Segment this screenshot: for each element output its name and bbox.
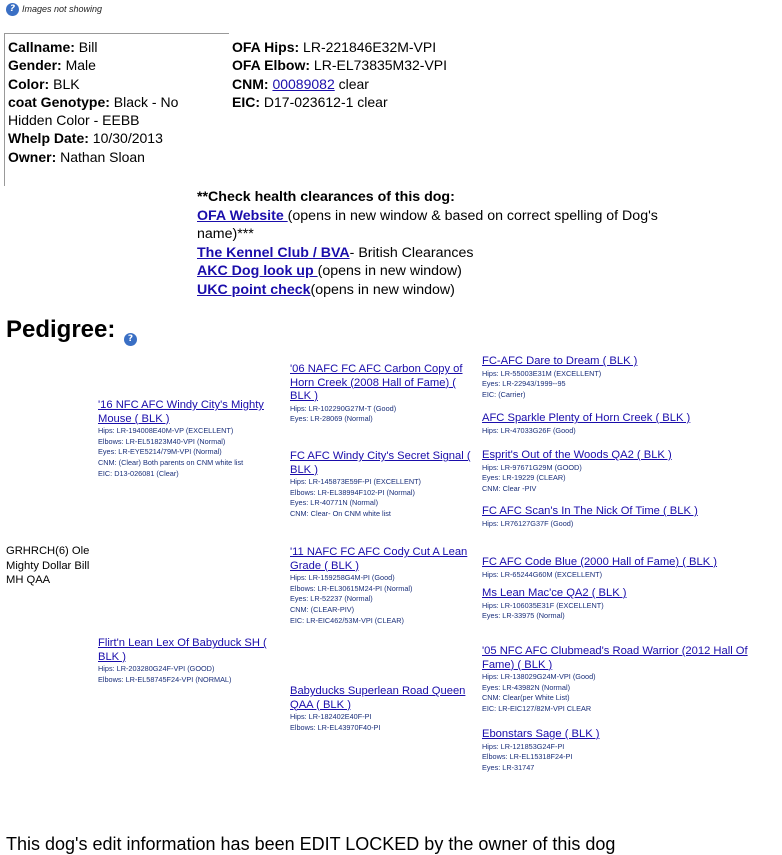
cnm-row: CNM: 00089082 clear <box>232 75 369 92</box>
color-row: Color: BLK <box>8 75 80 92</box>
dsd-link[interactable]: Ms Lean Mac'ce QA2 ( BLK ) <box>482 587 627 599</box>
dam <box>98 637 288 685</box>
dog-info-right <box>232 38 532 111</box>
sire-dam-link[interactable]: FC AFC Windy City's Secret Signal ( BLK ) <box>290 450 471 476</box>
whelp-date-row: Whelp Date: 10/30/2013 <box>8 130 163 147</box>
dss-link[interactable]: FC AFC Code Blue (2000 Hall of Fame) ( BLK ) <box>482 556 718 568</box>
pedigree-title: Pedigree: ? <box>6 316 137 346</box>
ssd-link[interactable]: AFC Sparkle Plenty of Horn Creek ( BLK ) <box>482 412 691 424</box>
sdd-link[interactable]: FC AFC Scan's In The Nick Of Time ( BLK ) <box>482 505 698 517</box>
sss-link[interactable]: FC-AFC Dare to Dream ( BLK ) <box>482 355 638 367</box>
edit-locked-message: This dog's edit information has been EDIT LOCKED by the owner of this dog <box>6 834 616 854</box>
sire-sire: '06 NAFC FC AFC Carbon Copy of Horn Creek (2008 Hall of Fame) ( BLK ) Hips: LR-102290G27M-T (Good) Eyes: LR-28069 (Normal) <box>290 363 463 424</box>
sire-sire-dam: AFC Sparkle Plenty of Horn Creek ( BLK ) Hips: LR-47033G26F (Good) <box>482 412 691 435</box>
sire-dam: FC AFC Windy City's Secret Signal ( BLK ) Hips: LR-145873E59F-PI (EXCELLENT) Elbows: LR-EL38994F102-PI (Normal) Eyes: LR-40771N (Normal) CNM: Clear- On CNM white list <box>290 450 471 519</box>
sds-link[interactable]: Esprit's Out of the Woods QA2 ( BLK ) <box>482 449 672 461</box>
ofa-elbow-row: OFA Elbow: LR-EL73835M32-VPI <box>232 57 448 74</box>
dam-dam-dam: Ebonstars Sage ( BLK ) Hips: LR-121853G24F-PI Elbows: LR-EL15318F24-PI Eyes: LR-31747 <box>482 728 600 772</box>
dam-sire-dam: Ms Lean Mac'ce QA2 ( BLK ) Hips: LR-106035E31F (EXCELLENT) Eyes: LR-33975 (Normal) <box>482 587 627 621</box>
coat-genotype-row: coat Genotype: Black - No Hidden Color - EEBB <box>8 93 179 129</box>
sire-sire-link[interactable]: '06 NAFC FC AFC Carbon Copy of Horn Creek (2008 Hall of Fame) ( BLK ) <box>290 363 463 402</box>
health-clearances: **Check health clearances of this dog: OFA Website (opens in new window & based on correct spelling of Dog's name)*** The Kennel Club / BVA- British Clearances AKC Dog look up (opens in new window) UKC point check(opens in new window) <box>197 189 658 298</box>
dam-link[interactable]: Flirt'n Lean Lex Of Babyduck SH ( BLK ) <box>98 637 267 663</box>
dam-dam-link[interactable]: Babyducks Superlean Road Queen QAA ( BLK ) <box>290 685 466 711</box>
sire-link[interactable]: '16 NFC AFC Windy City's Mighty Mouse ( BLK ) <box>98 399 264 425</box>
ddd-link[interactable]: Ebonstars Sage ( BLK ) <box>482 728 600 740</box>
subject-dog-name: GRHRCH(6) Ole Mighty Dollar Bill MH QAA <box>6 545 90 586</box>
dam-dam-sire: '05 NFC AFC Clubmead's Road Warrior (2012 Hall Of Fame) ( BLK ) Hips: LR-138029G24M-VPI (Good) Eyes: LR-43982N (Normal) CNM: Clear(per White List) EIC: LR-EIC127/82M-VPI CLEAR <box>482 645 748 714</box>
kennel-club-link[interactable]: The Kennel Club / BVA <box>197 244 350 261</box>
sire-dam-sire: Esprit's Out of the Woods QA2 ( BLK ) Hips: LR-97671G29M (GOOD) Eyes: LR-19229 (CLEAR) CNM: Clear -PIV <box>482 449 672 493</box>
sire-details: Hips: LR-194008E40M-VP (EXCELLENT) Elbows: LR-EL51823M40-VPI (Normal) Eyes: LR-EYE5214/79M-VPI (Normal) CNM: (Clear) Both parents on CNM white list EIC: D13-026081 (Clear) <box>98 426 244 478</box>
callname-row: Callname: Bill <box>8 39 98 55</box>
ofa-website-link[interactable]: OFA Website <box>197 207 288 224</box>
images-notice-text: Images not showing <box>22 3 103 14</box>
dds-link[interactable]: '05 NFC AFC Clubmead's Road Warrior (2012 Hall Of Fame) ( BLK ) <box>482 645 748 671</box>
dam-sire-link[interactable]: '11 NAFC FC AFC Cody Cut A Lean Grade ( BLK ) <box>290 546 468 572</box>
dam-sire: '11 NAFC FC AFC Cody Cut A Lean Grade ( BLK ) Hips: LR-159258G4M-PI (Good) Elbows: LR-EL30615M24-PI (Normal) Eyes: LR-52237 (Normal) CNM: (CLEAR-PIV) EIC: LR-EIC462/53M-VPI (CLEAR) <box>290 546 468 625</box>
health-heading: **Check health clearances of this dog: <box>197 189 455 205</box>
akc-lookup-link[interactable]: AKC Dog look up <box>197 263 318 279</box>
owner-row: Owner: Nathan Sloan <box>8 148 145 165</box>
dam-dam: Babyducks Superlean Road Queen QAA ( BLK ) Hips: LR-182402E40F-PI Elbows: LR-EL43970F40-PI <box>290 685 466 732</box>
sire <box>98 399 288 480</box>
dog-info-left <box>8 38 222 166</box>
question-icon: ? <box>6 3 19 16</box>
images-notice[interactable] <box>6 3 102 16</box>
eic-row: EIC: D17-023612-1 clear <box>232 93 388 110</box>
ofa-hips-row: OFA Hips: LR-221846E32M-VPI <box>232 39 437 55</box>
cnm-link[interactable]: 00089082 <box>272 75 335 92</box>
sire-sire-sire: FC-AFC Dare to Dream ( BLK ) Hips: LR-55003E31M (EXCELLENT) Eyes: LR-22943/1999--95 EIC: (Carrier) <box>482 355 638 399</box>
dam-sire-sire: FC AFC Code Blue (2000 Hall of Fame) ( BLK ) Hips: LR-65244G60M (EXCELLENT) <box>482 556 718 579</box>
ukc-point-check-link[interactable]: UKC point check <box>197 281 311 298</box>
sire-dam-dam: FC AFC Scan's In The Nick Of Time ( BLK ) Hips: LR76127G37F (Good) <box>482 505 698 528</box>
gender-row: Gender: Male <box>8 57 96 74</box>
help-icon[interactable]: ? <box>124 333 137 346</box>
dam-details: Hips: LR-203280G24F-VPI (GOOD) Elbows: LR-EL58745F24-VPI (NORMAL) <box>98 664 232 684</box>
